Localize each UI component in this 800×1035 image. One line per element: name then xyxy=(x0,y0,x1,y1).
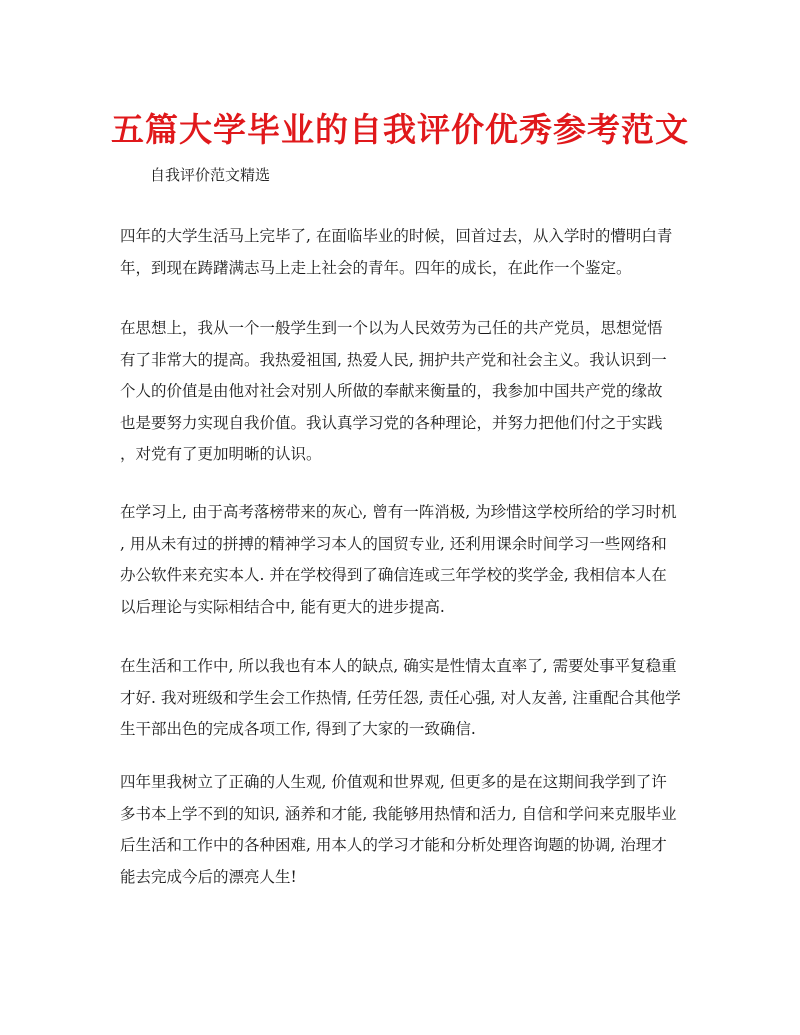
paragraph-line: 生干部出色的完成各项工作, 得到了大家的一致确信. xyxy=(120,720,476,738)
paragraph-line: 多书本上学不到的知识, 涵养和才能, 我能够用热情和活力, 自信和学问来克服毕业 xyxy=(120,804,677,823)
paragraph-line: 年，到现在踌躇满志马上走上社会的青年。四年的成长，在此作一个鉴定。 xyxy=(120,258,632,277)
paragraph-line: 后生活和工作中的各种困难, 用本人的学习才能和分析处理咨询题的协调, 治理才 xyxy=(120,836,667,854)
paragraph-line: 才好. 我对班级和学生会工作热情, 任劳任怨, 责任心强, 对人友善, 注重配合其他学 xyxy=(120,688,681,707)
paragraph-line: 四年的大学生活马上完毕了, 在面临毕业的时候，回首过去，从入学时的懵明白青 xyxy=(120,227,673,245)
paragraph-line: 在生活和工作中, 所以我也有本人的缺点, 确实是性情太直率了, 需要处事平复稳重 xyxy=(120,657,677,675)
paragraph-4 xyxy=(120,651,690,746)
paragraph-line: 有了非常大的提高。我热爱祖国, 热爱人民, 拥护共产党和社会主义。我认识到一 xyxy=(120,350,667,369)
paragraph-line: 办公软件来充实本人. 并在学校得到了确信连或三年学校的奖学金, 我相信本人在 xyxy=(120,566,667,584)
paragraph-2 xyxy=(120,313,690,471)
paragraph-5 xyxy=(120,767,690,893)
paragraph-line: 以后理论与实际相结合中, 能有更大的进步提高. xyxy=(120,597,445,616)
paragraph-1 xyxy=(120,221,690,284)
paragraph-3 xyxy=(120,497,690,623)
paragraph-line: 能去完成今后的漂亮人生! xyxy=(120,867,297,886)
paragraph-line: 四年里我树立了正确的人生观, 价值观和世界观, 但更多的是在这期间我学到了许 xyxy=(120,773,667,791)
paragraph-line: 在学习上, 由于高考落榜带来的灰心, 曾有一阵消极, 为珍惜这学校所给的学习时机 xyxy=(120,503,677,521)
paragraph-line: ，对党有了更加明晰的认识。 xyxy=(120,445,322,463)
paragraph-line: 个人的价值是由他对社会对别人所做的奉献来衡量的，我参加中国共产党的缘故 xyxy=(120,382,663,400)
paragraph-line: 也是要努力实现自我价值。我认真学习党的各种理论，并努力把他们付之于实践 xyxy=(120,413,663,432)
document-subtitle: 自我评价范文精选 xyxy=(150,166,271,184)
paragraph-line: 在思想上，我从一个一般学生到一个以为人民效劳为己任的共产党员，思想觉悟 xyxy=(120,319,663,337)
paragraph-line: , 用从未有过的拼搏的精神学习本人的国贸专业, 还利用课余时间学习一些网络和 xyxy=(120,534,667,553)
document-title: 五篇大学毕业的自我评价优秀参考范文 xyxy=(111,110,689,149)
